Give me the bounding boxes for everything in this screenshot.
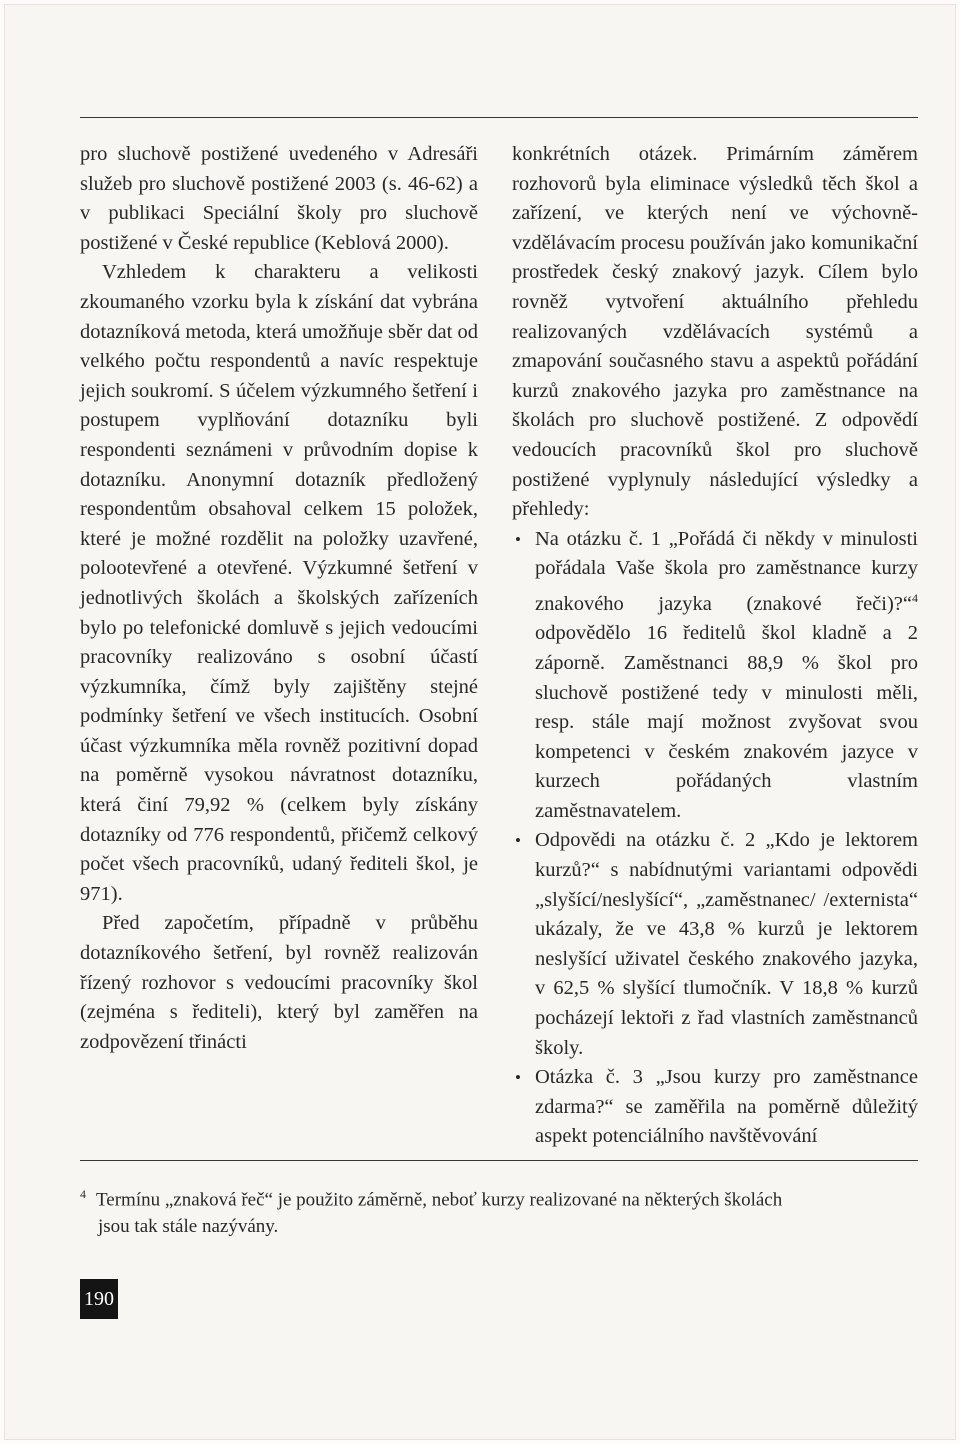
- footnote-reference[interactable]: 4: [912, 590, 918, 605]
- header-rule: [80, 117, 918, 118]
- results-list: [512, 525, 918, 1152]
- list-item-question-3: [512, 1063, 918, 1152]
- left-paragraph-2: Vzhledem k charakteru a velikosti zkoumaného vzorku byla k získání dat vybrána dotazníková metoda, která umožňuje sběr dat od velkého počtu respondentů a navíc respektuje jejich soukromí. S účelem výzkumného šetření i postupem vyplňování dotazníku byli respondenti seznámeni v průvodním dopise k dotazníku. Anonymní dotazník předložený respondentům obsahoval celkem 15 položek, které je možné rozdělit na položky uzavřené, polootevřené a otevřené. Výzkumné šetření v jednotlivých školách a školských zařízeních bylo po telefonické domluvě s jejich vedoucími pracovníky realizováno s osobní účastí výzkumníka, čímž byly zajištěny stejné podmínky šetření ve všech institucích. Osobní účast výzkumníka měla rovněž pozitivní dopad na poměrně vysokou návratnost dotazníku, která činí 79,92 % (celkem byly získány dotazníky od 776 respondentů, přičemž celkový počet všech pracovníků, udaný řediteli škol, je 971).: [80, 261, 478, 905]
- right-paragraph-1: konkrétních otázek. Primárním záměrem rozhovorů byla eliminace výsledků těch škol a zařízení, ve kterých není ve výchovně-vzdělávacím procesu používán jako komunikační prostředek český znakový jazyk. Cílem bylo rovněž vytvoření aktuálního přehledu realizovaných vzdělávacích systémů a zmapování současného stavu a aspektů pořádání kurzů znakového jazyka pro zaměstnance na školách pro sluchově postižené. Z odpovědí vedoucích pracovníků škol pro sluchově postižené vyplynuly následující výsledky a přehledy:: [512, 143, 918, 521]
- footnote-line-1: Termínu „znaková řeč“ je použito záměrně, neboť kurzy realizované na některých školách: [96, 1189, 783, 1211]
- list-item-text: Otázka č. 3 „Jsou kurzy pro zaměstnance zdarma?“ se zaměřila na poměrně důležitý aspekt potenciálního navštěvování: [535, 1066, 918, 1148]
- list-item-text-continued: odpovědělo 16 ředitelů škol kladně a 2 záporně. Zaměstnanci 88,9 % škol pro sluchově postižené tedy v minulosti měli, resp. stále mají možnost zvyšovat svou kompetenci v českém znakovém jazyce v kurzech pořádaných vlastním zaměstnavatelem.: [535, 622, 918, 822]
- footnote-rule: [80, 1160, 918, 1161]
- bullet-icon: •: [515, 831, 521, 851]
- bullet-icon: •: [515, 529, 521, 549]
- bullet-icon: •: [515, 1068, 521, 1088]
- right-column: [512, 140, 918, 1152]
- footnote-mark: 4: [80, 1187, 86, 1201]
- left-column: [80, 140, 478, 1057]
- page-number: 190: [80, 1279, 118, 1319]
- footnote-line-2: jsou tak stále nazývány.: [98, 1216, 279, 1238]
- list-item-text: Na otázku č. 1 „Pořádá či někdy v minulosti pořádala Vaše škola pro zaměstnance kurzy znakového jazyka (znakové řeči)?“: [535, 527, 918, 615]
- footnote: [80, 1181, 918, 1240]
- list-item-text: Odpovědi na otázku č. 2 „Kdo je lektorem kurzů?“ s nabídnutými variantami odpovědi „slyšící/neslyšící“, „zaměstnanec/ /externista“ ukázaly, že ve 43,8 % kurzů je lektorem neslyšící uživatel českého znakového jazyka, v 62,5 % slyšící tlumočník. V 18,8 % kurzů pocházejí lektoři z řad vlastních zaměstnanců školy.: [535, 829, 918, 1059]
- left-paragraph-3: Před započetím, případně v průběhu dotazníkového šetření, byl rovněž realizován řízený rozhovor s vedoucími pracovníky škol (zejména s řediteli), který byl zaměřen na zodpovězení třinácti: [80, 912, 478, 1053]
- left-paragraph-1: pro sluchově postižené uvedeného v Adresáři služeb pro sluchově postižené 2003 (s. 46-62) a v publikaci Speciální školy pro sluchově postižené v České republice (Keblová 2000).: [80, 143, 478, 254]
- list-item-question-2: [512, 826, 918, 1063]
- list-item-question-1: [512, 525, 918, 827]
